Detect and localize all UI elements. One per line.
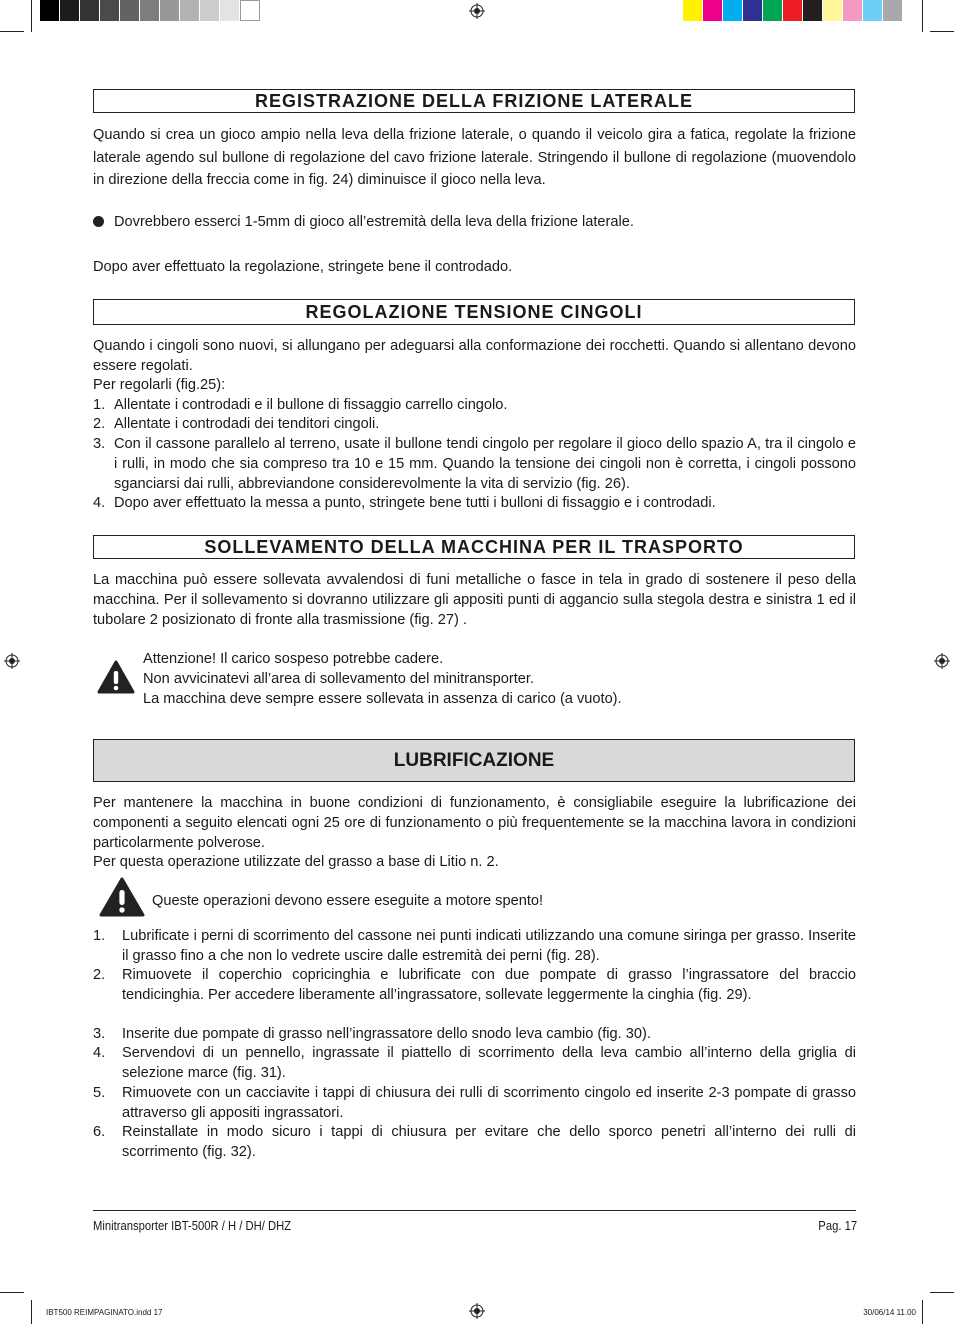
warning-text: La macchina deve sempre essere sollevata in assenza di carico (a vuoto). xyxy=(143,691,622,707)
color-swatch xyxy=(100,0,120,21)
color-swatch xyxy=(863,0,883,21)
color-swatch xyxy=(160,0,180,21)
section-heading-track-tension: REGOLAZIONE TENSIONE CINGOLI xyxy=(93,299,855,325)
crop-mark xyxy=(0,1292,24,1293)
color-swatch xyxy=(883,0,903,21)
list-item: Servendovi di un pennello, ingrassate il piattello di scorrimento della leva cambio all’interno della griglia di selezione marce (fig. 31). xyxy=(122,1045,856,1081)
footer-rule xyxy=(93,1210,856,1211)
crop-mark xyxy=(0,31,24,32)
bullet-item: Dovrebbero esserci 1-5mm di gioco all’estremità della leva della frizione laterale. xyxy=(114,214,634,230)
crop-mark xyxy=(930,1292,954,1293)
color-swatch xyxy=(120,0,140,21)
paragraph: La macchina può essere sollevata avvalendosi di funi metalliche o fasce in tela in grado di sostenere il peso della macchina. Per il sollevamento si dovranno utilizzare gli appositi punti di aggancio sulla stegola destra e sinistra 1 ed il tubolare 2 posizionato di fronte alla trasmissione (fig. 27) . xyxy=(93,572,856,628)
color-swatch xyxy=(723,0,743,21)
bullet-icon xyxy=(93,216,104,227)
list-item: Reinstallate in modo sicuro i tappi di chiusura per evitare che dello sporco penetri all’interno dei rulli di scorrimento (fig. 32). xyxy=(122,1124,856,1160)
list-item: Dopo aver effettuato la messa a punto, stringete bene tutti i bulloni di fissaggio e i controdadi. xyxy=(114,495,716,511)
color-swatch xyxy=(703,0,723,21)
registration-mark-icon xyxy=(4,653,20,669)
list-item: Inserite due pompate di grasso nell’ingrassatore dello snodo leva cambio (fig. 30). xyxy=(122,1026,651,1042)
color-swatch xyxy=(783,0,803,21)
list-item-number: 4. xyxy=(93,1045,106,1061)
paragraph: Per regolarli (fig.25): xyxy=(93,377,226,393)
color-swatch xyxy=(60,0,80,21)
list-item: Allentate i controdadi e il bullone di fissaggio carrello cingolo. xyxy=(114,397,508,413)
section-heading-side-clutch: REGISTRAZIONE DELLA FRIZIONE LATERALE xyxy=(93,89,855,113)
list-item-number: 3. xyxy=(93,1026,106,1042)
registration-mark-icon xyxy=(469,3,485,19)
list-item-number: 2. xyxy=(93,967,106,983)
color-swatch xyxy=(823,0,843,21)
paragraph: Quando i cingoli sono nuovi, si allungano per adeguarsi alla conformazione dei rocchetti. Quando si allentano devono essere regolati. xyxy=(93,338,856,374)
warning-icon xyxy=(97,660,135,694)
footer-model: Minitransporter IBT-500R / H / DH/ DHZ xyxy=(93,1219,292,1233)
warning-text: Queste operazioni devono essere eseguite a motore spento! xyxy=(152,893,544,909)
color-swatch xyxy=(80,0,100,21)
crop-mark xyxy=(922,0,923,32)
color-swatch xyxy=(180,0,200,21)
crop-mark xyxy=(31,1300,32,1324)
section-heading-lifting: SOLLEVAMENTO DELLA MACCHINA PER IL TRASPORTO xyxy=(93,535,855,559)
slug-filename: IBT500 REIMPAGINATO.indd 17 xyxy=(46,1308,163,1317)
color-swatch xyxy=(240,0,260,21)
list-item: Rimuovete con un cacciavite i tappi di chiusura dei rulli di scorrimento cingolo ed inserite 2-3 pompate di grasso attraverso gli appositi ingrassatori. xyxy=(122,1085,856,1121)
color-swatch xyxy=(743,0,763,21)
slug-date: 30/06/14 11.00 xyxy=(863,1308,916,1317)
paragraph: Quando si crea un gioco ampio nella leva della frizione laterale, o quando il veicolo gira a fatica, regolate la frizione laterale agendo sul bullone di regolazione del cavo frizione laterale. Stringendo il bullone di regolazione (muovendolo in direzione della freccia come in fig. 24) diminuisce il gioco nella leva. xyxy=(93,127,856,188)
crop-mark xyxy=(930,31,954,32)
registration-mark-icon xyxy=(469,1303,485,1319)
section-heading-lubrication: LUBRIFICAZIONE xyxy=(93,739,855,782)
color-swatch xyxy=(843,0,863,21)
color-swatch xyxy=(683,0,703,21)
color-swatch xyxy=(200,0,220,21)
gray-color-bar xyxy=(40,0,260,21)
list-item-number: 1. xyxy=(93,928,106,944)
list-item-number: 2. xyxy=(93,416,106,432)
list-item: Con il cassone parallelo al terreno, usate il bullone tendi cingolo per regolare il gioco dello spazio A, tra il cingolo e i rulli, in modo che sia compreso tra 10 e 15 mm. Quando la tensione dei cingoli non è corretta, i cingoli possono sganciarsi dai rulli, abbreviandone considerevolmente la vita di servizio (fig. 26). xyxy=(114,436,856,492)
registration-mark-icon xyxy=(934,653,950,669)
crop-mark xyxy=(31,0,32,32)
list-item-number: 1. xyxy=(93,397,106,413)
list-item-number: 4. xyxy=(93,495,106,511)
footer-page-number: Pag. 17 xyxy=(818,1219,857,1233)
list-item-number: 6. xyxy=(93,1124,106,1140)
warning-text: Attenzione! Il carico sospeso potrebbe cadere. xyxy=(143,651,444,667)
list-item: Allentate i controdadi dei tenditori cingoli. xyxy=(114,416,380,432)
paragraph: Dopo aver effettuato la regolazione, stringete bene il controdado. xyxy=(93,259,513,275)
color-swatch xyxy=(803,0,823,21)
color-swatch xyxy=(220,0,240,21)
list-item-number: 5. xyxy=(93,1085,106,1101)
list-item: Lubrificate i perni di scorrimento del cassone nei punti indicati utilizzando una comune siringa per grasso. Inserite il grasso fino a che non lo vedrete uscire dalle estremità dei perni (fig. 28). xyxy=(122,928,856,964)
color-swatch xyxy=(140,0,160,21)
crop-mark xyxy=(922,1300,923,1324)
paragraph: Per mantenere la macchina in buone condizioni di funzionamento, è consigliabile eseguire la lubrificazione dei componenti a seguito elencati ogni 25 ore di funzionamento o più frequentemente se la macchina lavora in condizioni particolarmente polverose. xyxy=(93,795,856,851)
warning-icon xyxy=(99,877,145,917)
paragraph: Per questa operazione utilizzate del grasso a base di Litio n. 2. xyxy=(93,854,499,870)
process-color-bar xyxy=(683,0,903,21)
color-swatch xyxy=(40,0,60,21)
color-swatch xyxy=(763,0,783,21)
warning-text: Non avvicinatevi all’area di sollevamento del minitransporter. xyxy=(143,671,534,687)
list-item: Rimuovete il coperchio copricinghia e lubrificate con due pompate di grasso l’ingrassatore del braccio tendicinghia. Per accedere liberamente all’ingrassatore, sollevate leggermente la cinghia (fig. 29). xyxy=(122,967,856,1003)
list-item-number: 3. xyxy=(93,436,106,452)
